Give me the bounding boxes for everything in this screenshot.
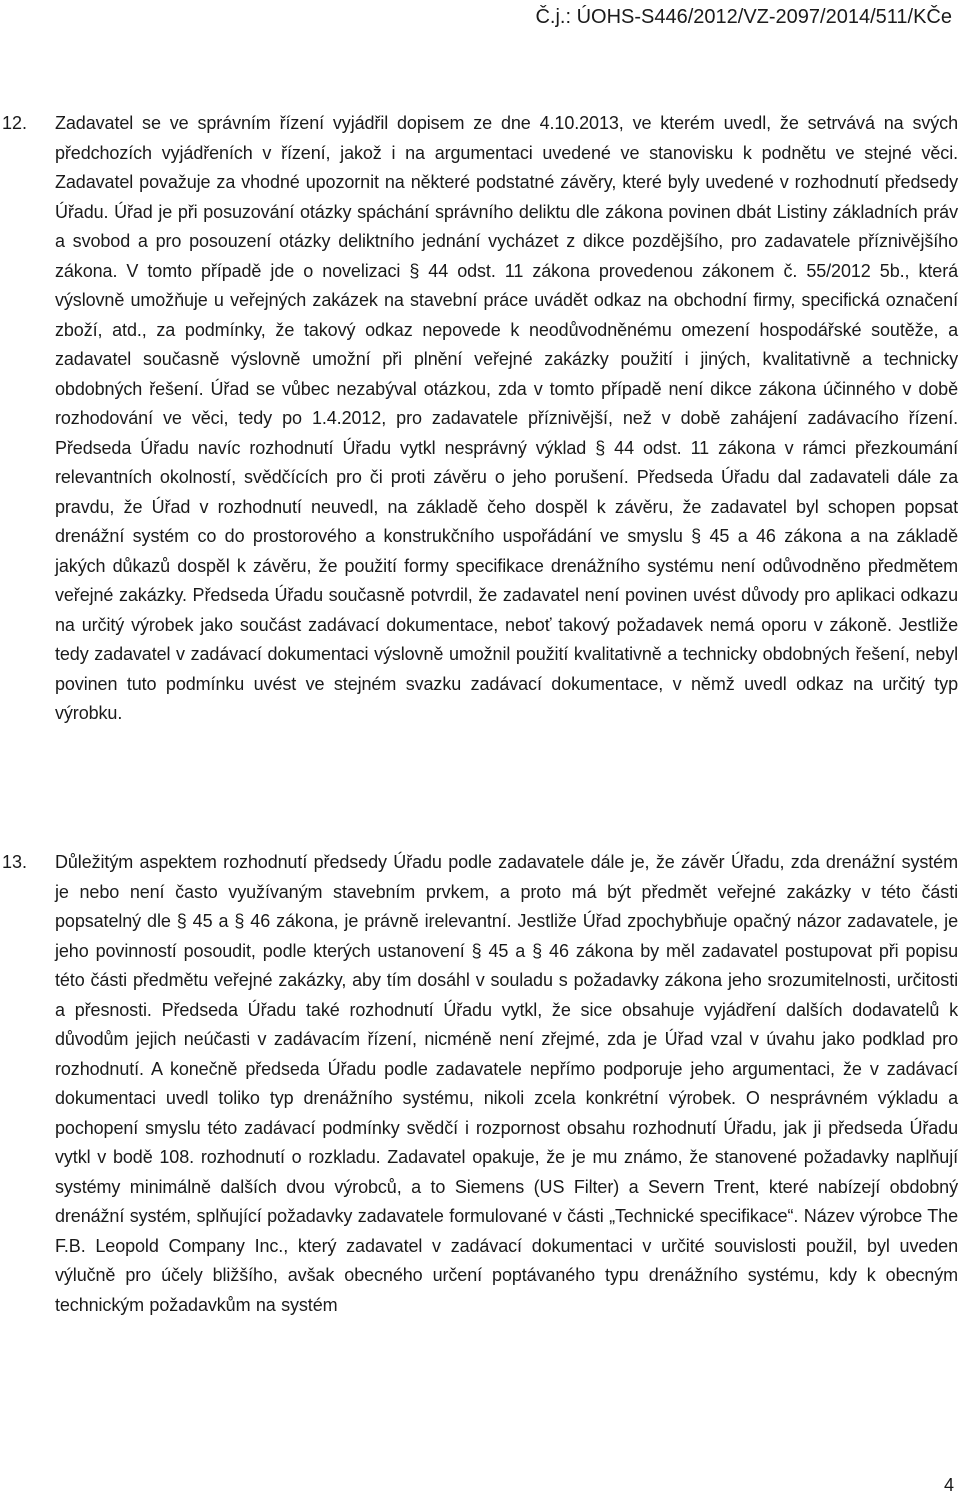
page-number: 4 [943, 1475, 954, 1495]
paragraph-number: 13. [2, 852, 28, 872]
paragraph-text: Důležitým aspektem rozhodnutí předsedy Úřadu podle zadavatele dále je, že závěr Úřadu, zda drenážní systém je nebo není často využívaným stavebním prvkem, a proto má být předmět veřejné zakázky v této části popsatelný dle § 45 a § 46 zákona, je právně irelevantní. Jestliže Úřad zpochybňuje opačný názor zadavatele, je jeho povinností posoudit, podle kterých ustanovení § 45 a § 46 zákona by měl zadavatel postupovat při popisu této části předmětu veřejné zakázky, aby tím dosáhl v souladu s požadavky zákona jeho srozumitelnosti, určitosti a přesnosti. Předseda Úřadu také rozhodnutí Úřadu vytkl, že sice obsahuje vyjádření dalších dodavatelů k důvodům jejich neúčasti v zadávacím řízení, nicméně není zřejmé, zda je Úřad vzal v úvahu jako podklad pro rozhodnutí. A konečně předseda Úřadu podle zadavatele nepřímo podporuje jeho argumentaci, že v zadávací dokumentaci uvedl toliko typ drenážního systému, nikoli zcela konkrétní výrobek. O nesprávném výkladu a pochopení smyslu této zadávací podmínky svědčí i rozpornost obsahu rozhodnutí Úřadu, jak ji předseda Úřadu vytkl v bodě 108. rozhodnutí o rozkladu. Zadavatel opakuje, že je mu známo, že stanovené požadavky naplňují systémy minimálně dalších dvou výrobců, a to Siemens (US Filter) a Severn Trent, které nabízejí obdobný drenážní systém, splňující požadavky zadavatele formulované v části „Technické specifikace“. Název výrobce The F.B. Leopold Company Inc., který zadavatel v zadávací dokumentaci v určité souvislosti použil, byl uveden výlučně pro účely bližšího, avšak obecného určení poptávaného typu drenážního systému, kdy k obecným technickým požadavkům na systém [55, 852, 958, 1315]
case-reference-header: Č.j.: ÚOHS-S446/2012/VZ-2097/2014/511/KČe [535, 6, 952, 28]
paragraph-text: Zadavatel se ve správním řízení vyjádřil dopisem ze dne 4.10.2013, ve kterém uvedl, že setrvává na svých předchozích vyjádřeních v řízení, jakož i na argumentaci uvedené ve stanovisku k podnětu ve stejné věci. Zadavatel považuje za vhodné upozornit na některé podstatné závěry, které byly uvedené v rozhodnutí předsedy Úřadu. Úřad je při posuzování otázky spáchání správního deliktu dle zákona povinen dbát Listiny základních práv a svobod a pro posouzení otázky deliktního jednání vycházet z dikce pozdějšího, pro zadavatele příznivějšího zákona. V tomto případě jde o novelizaci § 44 odst. 11 zákona provedenou zákonem č. 55/2012 5b., která výslovně umožňuje u veřejných zakázek na stavební práce uvádět odkaz na obchodní firmy, specifická označení zboží, atd., za podmínky, že takový odkaz nepovede k neodůvodněnému omezení hospodářské soutěže, a zadavatel současně výslovně umožní při plnění veřejné zakázky použití i jiných, kvalitativně a technicky obdobných řešení. Úřad se vůbec nezabýval otázkou, zda v tomto případě není dikce zákona účinného v době rozhodování ve věci, tedy po 1.4.2012, pro zadavatele příznivější, než v době zahájení zadávacího řízení. Předseda Úřadu navíc rozhodnutí Úřadu vytkl nesprávný výklad § 44 odst. 11 zákona v rámci přezkoumání relevantních okolností, svědčících pro či proti závěru o jeho porušení. Předseda Úřadu dal zadavateli dále za pravdu, že Úřad v rozhodnutí neuvedl, na základě čeho dospěl k závěru, že zadavatel byl schopen popsat drenážní systém co do prostorového a konstrukčního uspořádání ve smyslu § 45 a 46 zákona a na základě jakých důkazů dospěl k závěru, že použití formy specifikace drenážního systému není odůvodněno předmětem veřejné zakázky. Předseda Úřadu současně potvrdil, že zadavatel není povinen uvést důvody pro aplikaci odkazu na určitý výrobek jako součást zadávací dokumentace, neboť takový požadavek nemá oporu v zákoně. Jestliže tedy zadavatel v zadávací dokumentaci výslovně umožnil použití kvalitativně a technicky obdobných řešení, nebyl povinen tuto podmínku uvést ve stejném svazku zadávací dokumentace, v němž uvedl odkaz na určitý typ výrobku. [55, 113, 958, 723]
paragraph-number: 12. [2, 113, 28, 133]
